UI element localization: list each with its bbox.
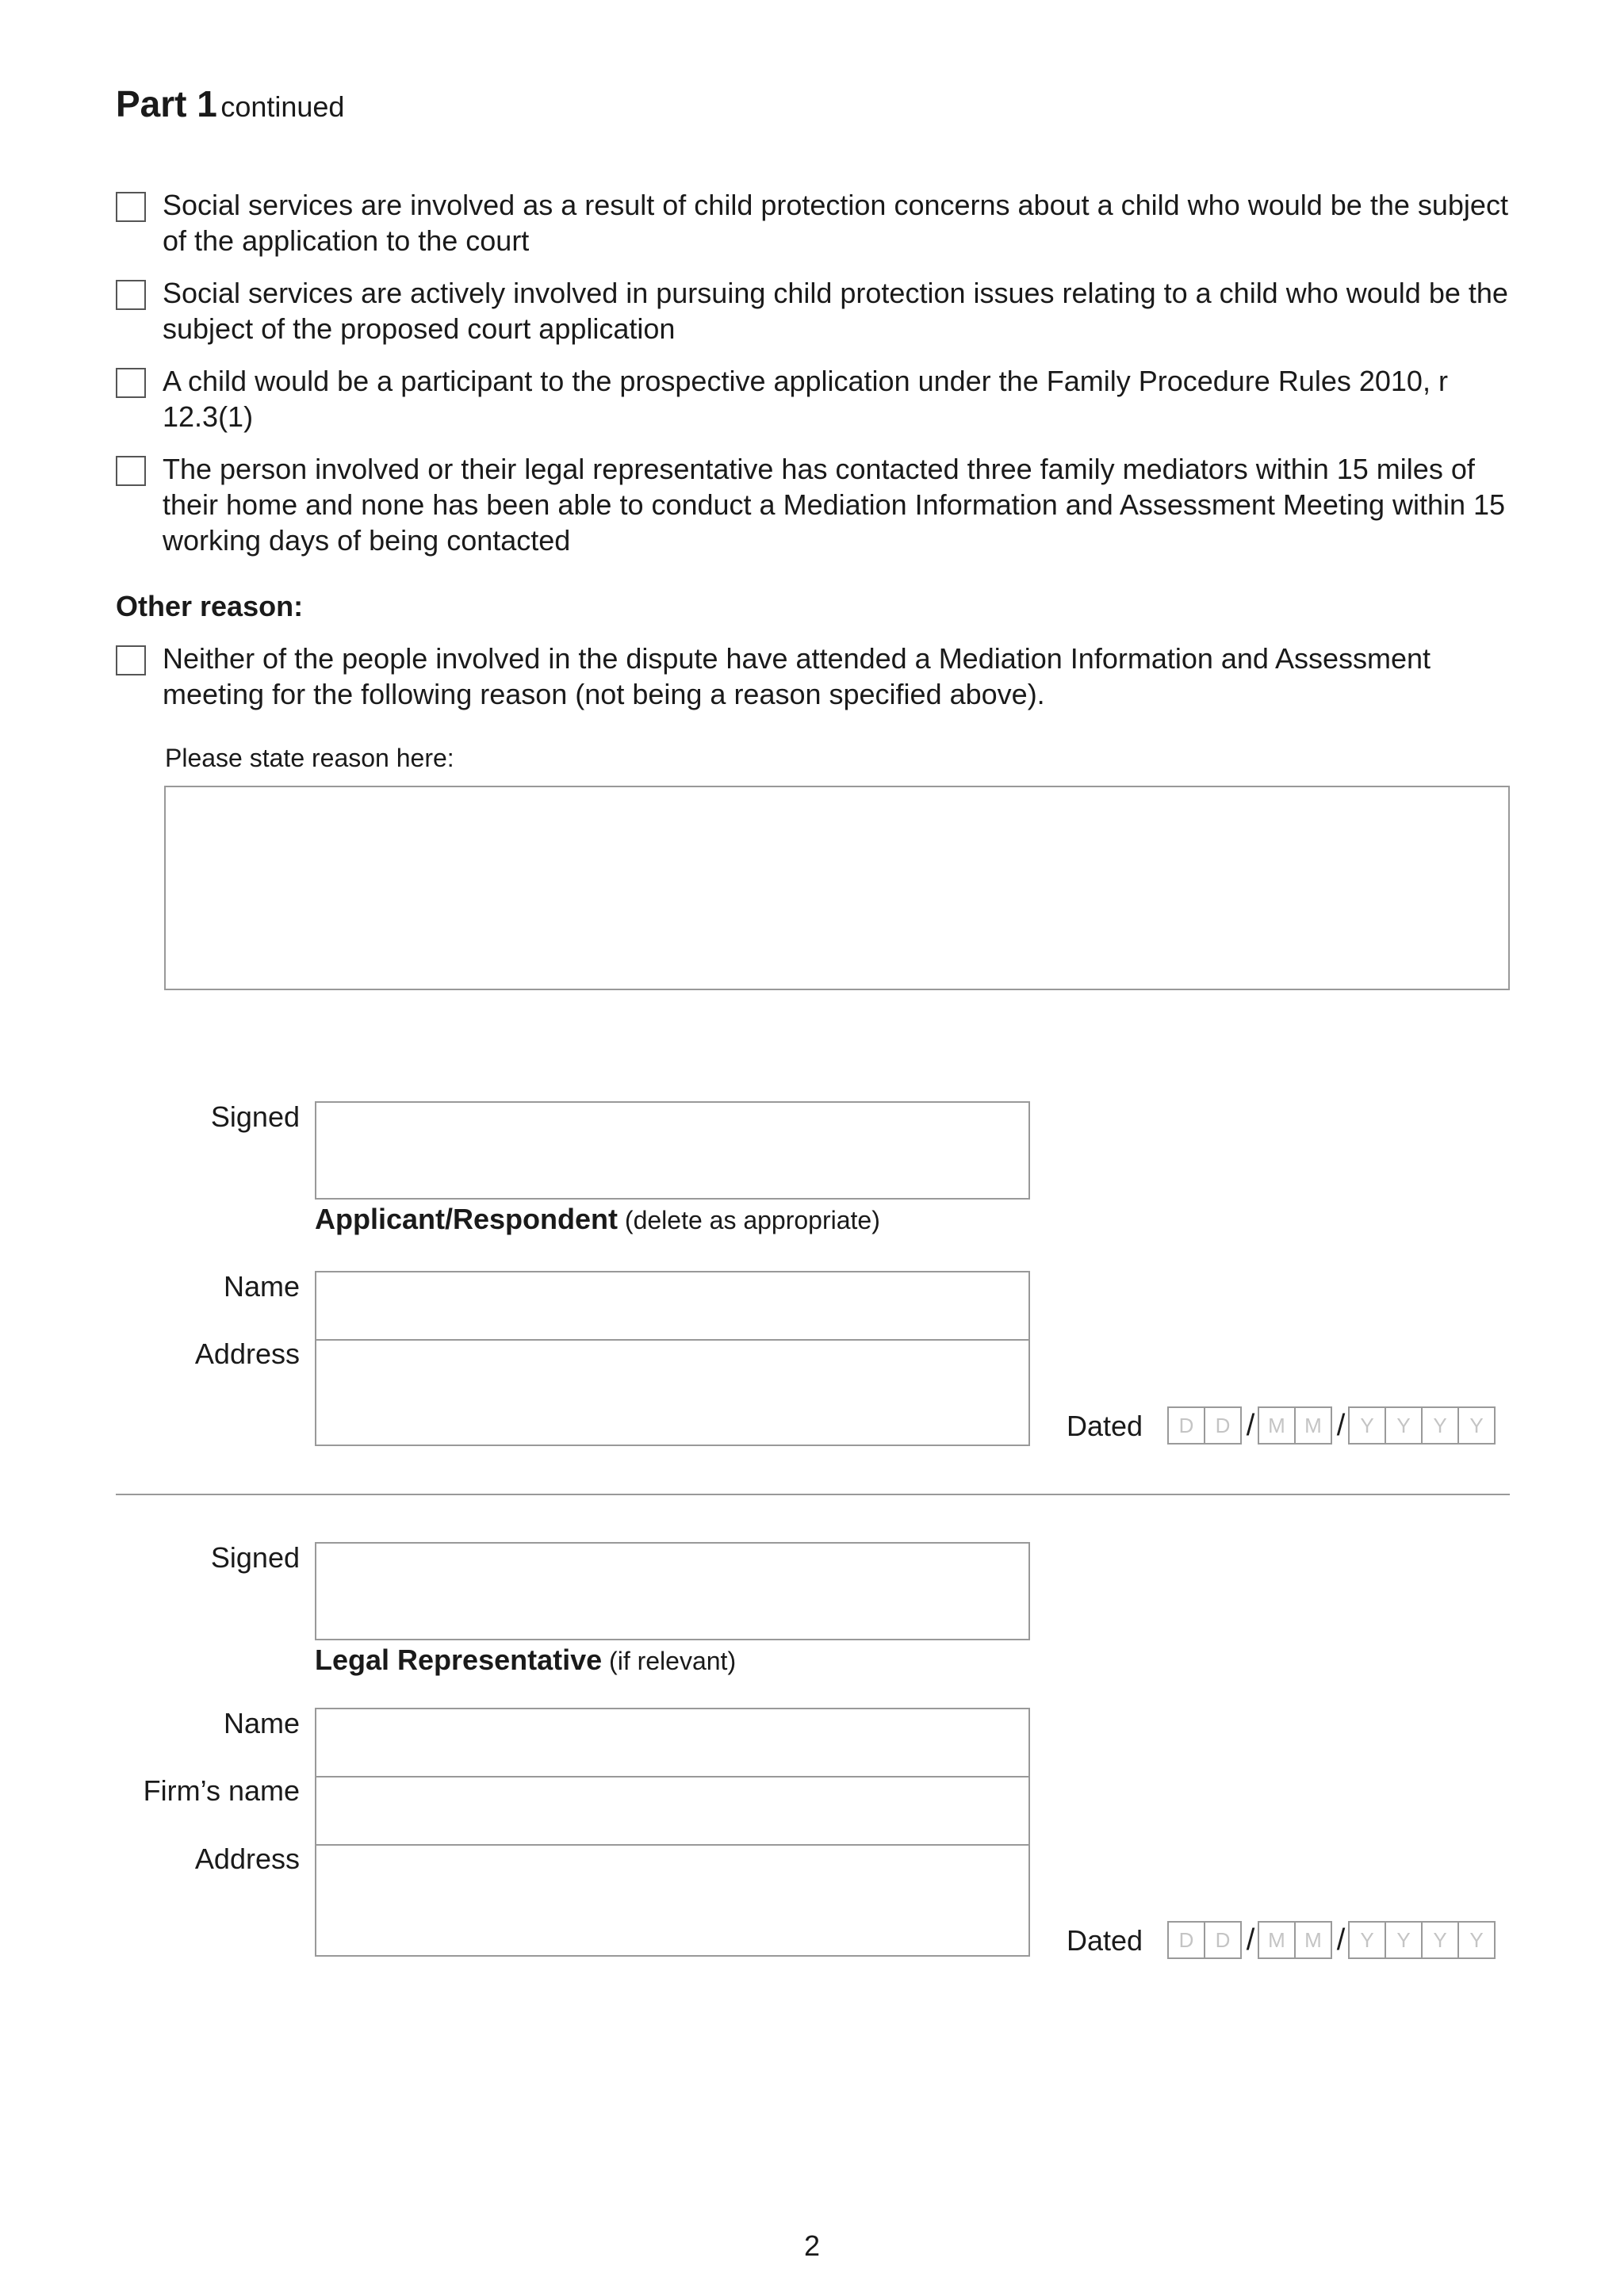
date-separator: / xyxy=(1336,1408,1346,1442)
applicant-role-caption xyxy=(315,1203,880,1236)
legal-address-field[interactable] xyxy=(315,1844,1030,1957)
page-number: 2 xyxy=(803,2229,821,2262)
date-year-digit[interactable]: Y xyxy=(1457,1406,1496,1445)
legal-signed-label: Signed xyxy=(210,1541,300,1574)
reason-textarea[interactable] xyxy=(164,786,1510,990)
checkbox-other-reason[interactable] xyxy=(116,645,146,675)
legal-date-field xyxy=(1167,1921,1496,1959)
applicant-address-label: Address xyxy=(194,1337,300,1370)
checkbox-label: Social services are involved as a result of child protection concerns about a child who would be the subject of the application to the court xyxy=(163,189,1508,257)
legal-name-field[interactable] xyxy=(315,1708,1030,1777)
date-separator: / xyxy=(1246,1923,1255,1957)
applicant-address-field[interactable] xyxy=(315,1339,1030,1446)
checkbox-label: The person involved or their legal representative has contacted three family mediators within 15 miles of their home and none has been able to conduct a Mediation Information and Assessment Meeting within 15 working days of being contacted xyxy=(163,453,1506,557)
date-year-digit[interactable]: Y xyxy=(1421,1921,1459,1959)
date-separator: / xyxy=(1246,1408,1255,1442)
date-year-digit[interactable]: Y xyxy=(1348,1921,1386,1959)
applicant-signature-field[interactable] xyxy=(315,1101,1030,1200)
applicant-name-field[interactable] xyxy=(315,1271,1030,1341)
checkbox-label: Neither of the people involved in the dispute have attended a Mediation Information and Assessment meeting for the following reason (not being a reason specified above). xyxy=(163,642,1431,710)
legal-signature-field[interactable] xyxy=(315,1542,1030,1640)
other-reason-heading: Other reason: xyxy=(116,590,304,622)
applicant-name-label: Name xyxy=(223,1270,300,1303)
date-year-digit[interactable]: Y xyxy=(1385,1406,1423,1445)
checkbox-child-participant[interactable] xyxy=(116,368,146,398)
applicant-date-field xyxy=(1167,1406,1496,1445)
applicant-role: Applicant/Respondent xyxy=(315,1203,619,1235)
legal-role: Legal Representative xyxy=(315,1644,603,1676)
continued-label: continued xyxy=(220,90,345,123)
date-day-digit[interactable]: D xyxy=(1204,1406,1242,1445)
date-year-digit[interactable]: Y xyxy=(1348,1406,1386,1445)
legal-role-note: (if relevant) xyxy=(609,1647,737,1675)
legal-firm-label: Firm’s name xyxy=(143,1774,300,1807)
applicant-role-note: (delete as appropriate) xyxy=(624,1206,880,1234)
legal-dated-label: Dated xyxy=(1067,1924,1143,1957)
section-divider xyxy=(116,1494,1510,1495)
legal-name-label: Name xyxy=(223,1707,300,1739)
checkbox-mediators-contacted[interactable] xyxy=(116,456,146,486)
date-day-digit[interactable]: D xyxy=(1167,1921,1205,1959)
applicant-signed-label: Signed xyxy=(210,1100,300,1133)
date-month-digit[interactable]: M xyxy=(1294,1406,1332,1445)
date-month-digit[interactable]: M xyxy=(1258,1406,1296,1445)
checkbox-label: A child would be a participant to the prospective application under the Family Procedure Rules 2010, r 12.3(1) xyxy=(163,365,1448,433)
part-heading: Part 1 xyxy=(116,83,217,124)
checkbox-social-services-active[interactable] xyxy=(116,280,146,310)
date-year-digit[interactable]: Y xyxy=(1385,1921,1423,1959)
date-month-digit[interactable]: M xyxy=(1294,1921,1332,1959)
date-day-digit[interactable]: D xyxy=(1167,1406,1205,1445)
date-separator: / xyxy=(1336,1923,1346,1957)
legal-role-caption xyxy=(315,1644,736,1677)
page-title xyxy=(116,82,344,125)
date-year-digit[interactable]: Y xyxy=(1457,1921,1496,1959)
date-day-digit[interactable]: D xyxy=(1204,1921,1242,1959)
checkbox-social-services-involved[interactable] xyxy=(116,192,146,222)
checkbox-label: Social services are actively involved in pursuing child protection issues relating to a child who would be the subject of the proposed court application xyxy=(163,277,1508,345)
legal-firm-field[interactable] xyxy=(315,1776,1030,1846)
date-year-digit[interactable]: Y xyxy=(1421,1406,1459,1445)
legal-address-label: Address xyxy=(194,1843,300,1875)
date-month-digit[interactable]: M xyxy=(1258,1921,1296,1959)
applicant-dated-label: Dated xyxy=(1067,1410,1143,1442)
reason-prompt: Please state reason here: xyxy=(165,744,454,772)
